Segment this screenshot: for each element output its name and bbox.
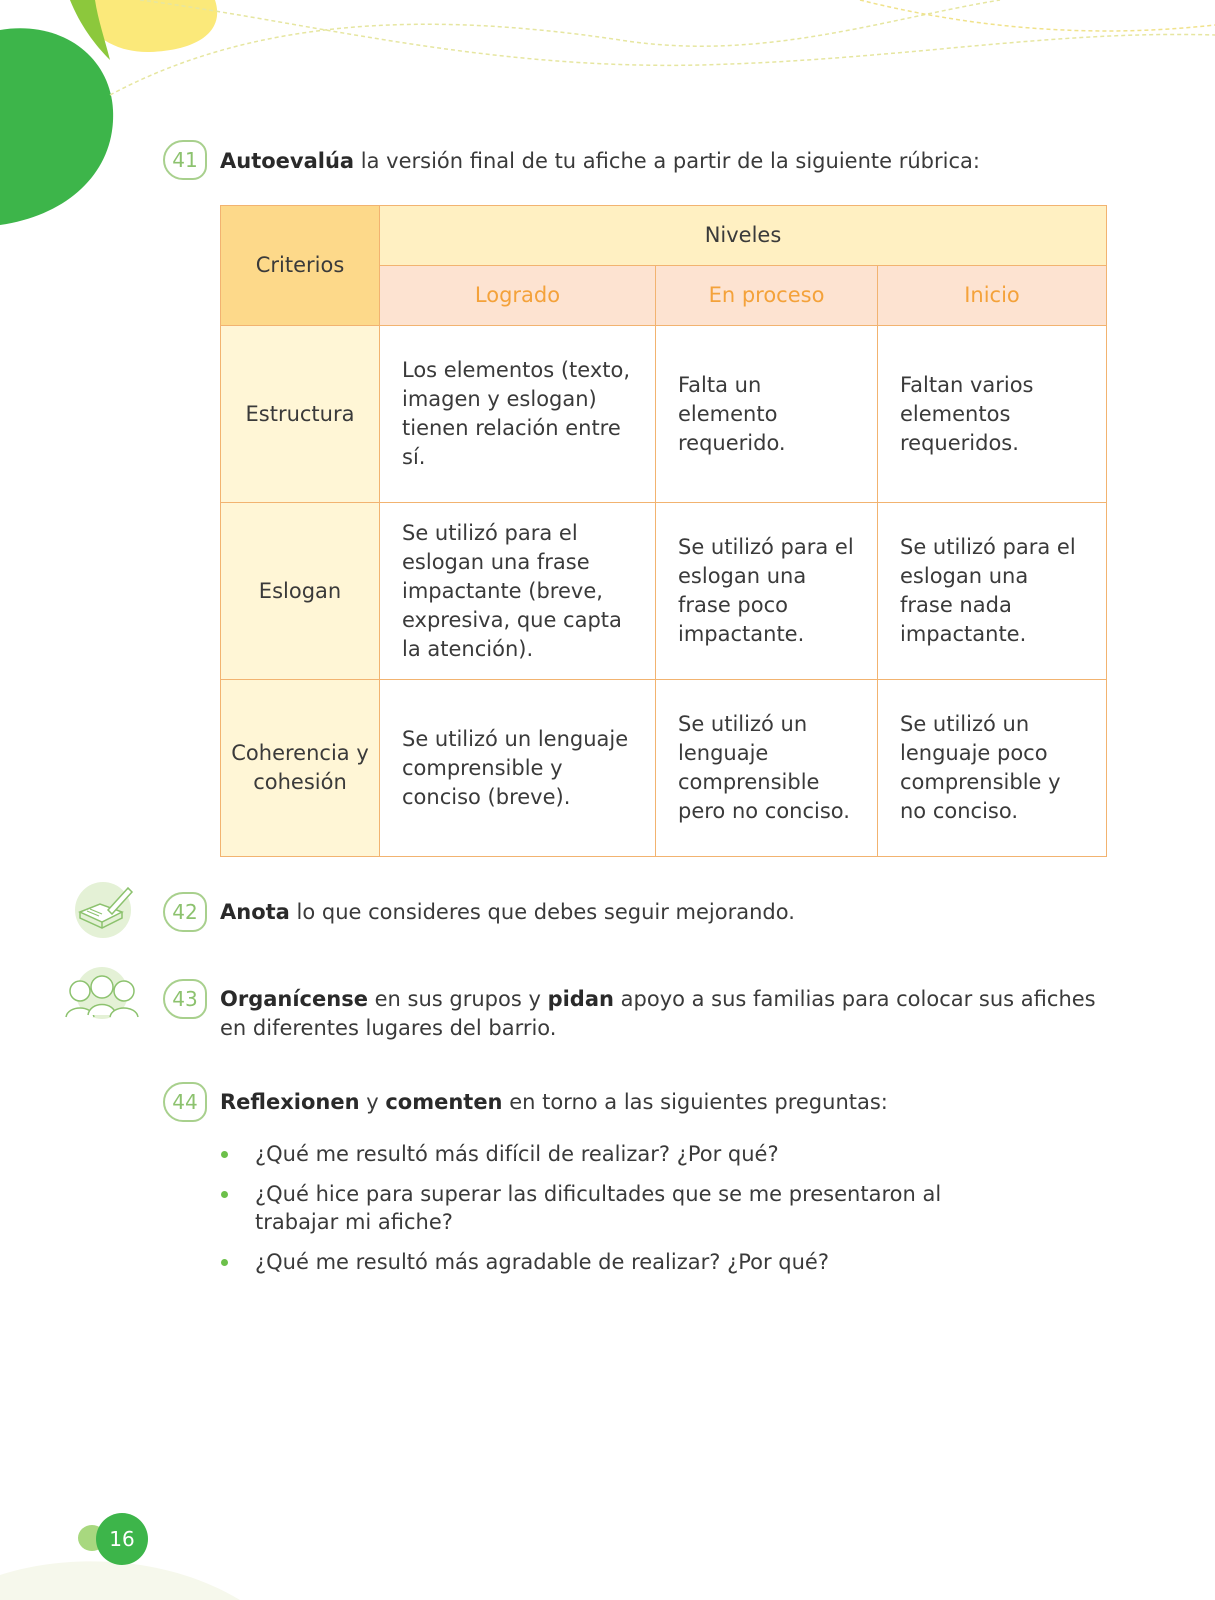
list-item	[218, 1140, 1018, 1168]
criteria-header: Criterios	[221, 206, 380, 326]
group-of-children-icon	[60, 965, 144, 1025]
rubric-cell: Se utilizó para el eslogan una frase nada impactante.	[878, 503, 1107, 680]
table-row	[221, 503, 1107, 680]
instruction-43	[220, 985, 1100, 1043]
instruction-text: la versión final de tu afiche a partir de la siguiente rúbrica:	[354, 149, 980, 173]
question-text: ¿Qué hice para superar las dificultades que se me presentaron al trabajar mi afiche?	[255, 1182, 942, 1234]
dashed-line-1	[110, 0, 1000, 95]
table-row	[221, 680, 1107, 857]
green-overlap	[70, 0, 110, 60]
bullet	[221, 1191, 228, 1198]
question-list	[218, 1140, 1018, 1288]
criterion-label: Coherencia y cohesión	[221, 680, 380, 857]
instruction-verb: Reflexionen	[220, 1090, 360, 1114]
instruction-verb: comenten	[385, 1090, 503, 1114]
activity-number-badge: 44	[163, 1082, 207, 1122]
rubric-cell: Se utilizó para el eslogan una frase impactante (breve, expresiva, que capta la atención).	[380, 503, 656, 680]
rubric-cell: Se utilizó un lenguaje comprensible y conciso (breve).	[380, 680, 656, 857]
rubric-cell: Los elementos (texto, imagen y eslogan) tienen relación entre sí.	[380, 326, 656, 503]
levels-header: Niveles	[380, 206, 1107, 266]
rubric-cell: Se utilizó un lenguaje poco comprensible y no conciso.	[878, 680, 1107, 857]
rubric-cell: Se utilizó para el eslogan una frase poco impactante.	[656, 503, 878, 680]
instruction-verb: Organícense	[220, 987, 368, 1011]
instruction-text: en sus grupos y	[367, 987, 548, 1011]
activity-number-badge: 41	[163, 140, 207, 180]
instruction-text: apoyo a sus familias para colocar sus afiches en diferentes lugares del barrio.	[220, 987, 1096, 1040]
level-header: En proceso	[656, 266, 878, 326]
writing-notebook-icon	[70, 880, 136, 938]
rubric-cell: Falta un elemento requerido.	[656, 326, 878, 503]
instruction-text: y	[359, 1090, 386, 1114]
question-text: ¿Qué me resultó más difícil de realizar? ¿Por qué?	[255, 1142, 779, 1166]
bullet	[221, 1259, 228, 1266]
level-header: Inicio	[878, 266, 1107, 326]
instruction-verb: Autoevalúa	[220, 149, 355, 173]
criterion-label: Eslogan	[221, 503, 380, 680]
green-blob	[0, 28, 113, 225]
instruction-text: lo que consideres que debes seguir mejorando.	[289, 900, 795, 924]
table-row	[221, 326, 1107, 503]
rubric-table	[220, 205, 1107, 857]
activity-number-badge: 42	[163, 892, 207, 932]
page-number: 16	[96, 1513, 148, 1565]
level-header: Logrado	[380, 266, 656, 326]
dashed-line-3	[860, 0, 1215, 31]
dashed-line-2	[140, 0, 1215, 65]
bottom-arc	[0, 1561, 240, 1600]
criterion-label: Estructura	[221, 326, 380, 503]
instruction-42	[220, 898, 1100, 927]
rubric-cell: Se utilizó un lenguaje comprensible pero no conciso.	[656, 680, 878, 857]
question-text: ¿Qué me resultó más agradable de realizar? ¿Por qué?	[255, 1250, 829, 1274]
list-item	[218, 1248, 1018, 1276]
bullet	[221, 1151, 228, 1158]
instruction-verb: Anota	[220, 900, 290, 924]
instruction-text: en torno a las siguientes preguntas:	[502, 1090, 888, 1114]
instruction-41	[220, 147, 1100, 176]
rubric-cell: Faltan varios elementos requeridos.	[878, 326, 1107, 503]
instruction-44	[220, 1088, 1100, 1117]
activity-number-badge: 43	[163, 979, 207, 1019]
yellow-blob	[70, 0, 217, 52]
instruction-verb: pidan	[547, 987, 614, 1011]
list-item	[218, 1180, 1018, 1236]
